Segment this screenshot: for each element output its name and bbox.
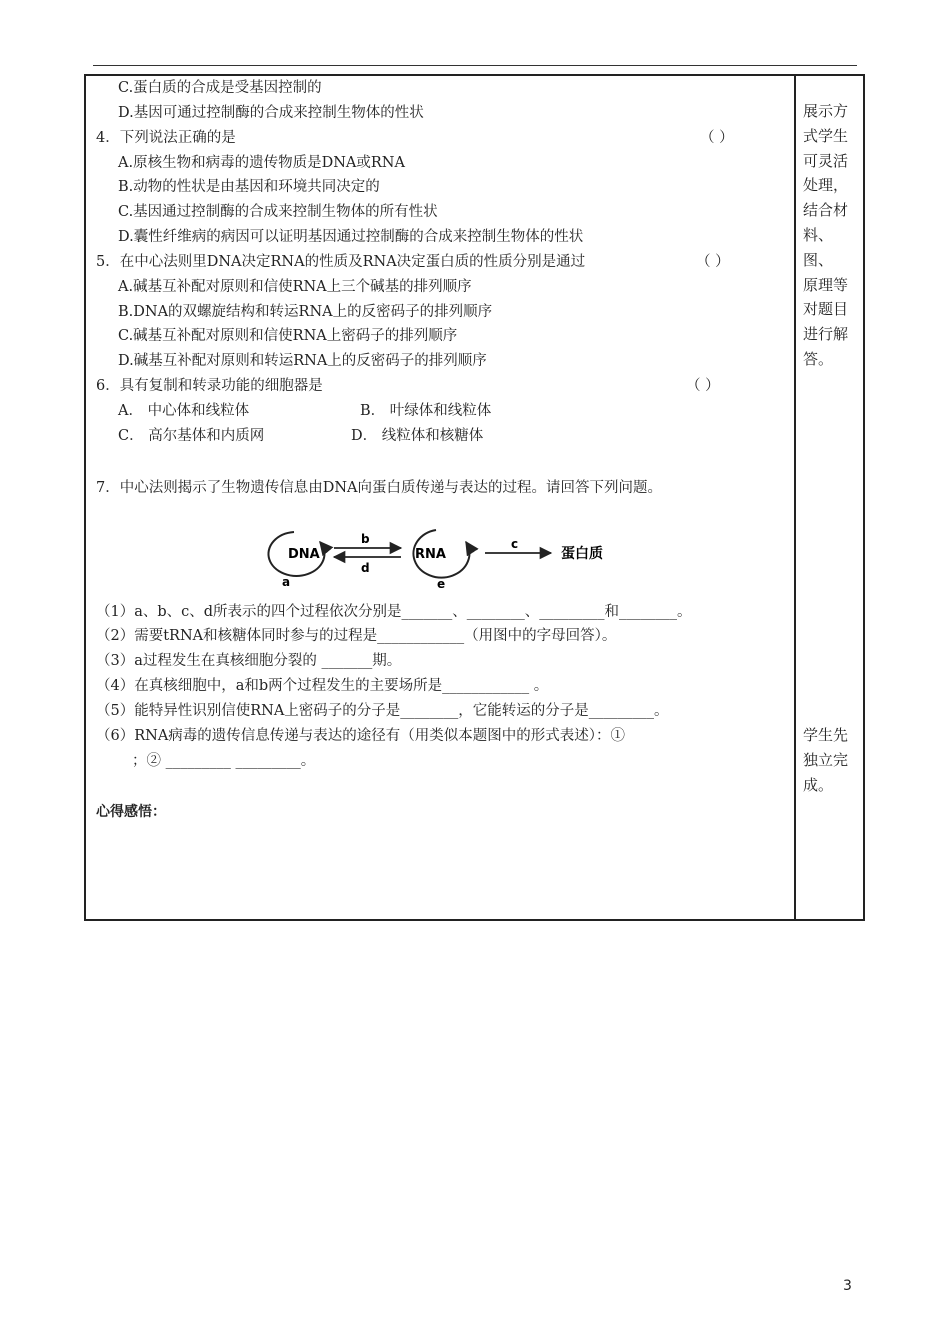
dna-label: DNA bbox=[288, 547, 320, 562]
q7-part-6a: （6）RNA病毒的遗传信息传递与表达的途径有（用类似本题图中的形式表述）：① bbox=[96, 728, 626, 744]
q6-answer-blank: （ ） bbox=[686, 378, 720, 394]
process-b-label: b bbox=[361, 532, 370, 546]
page-number: 3 bbox=[843, 1278, 852, 1294]
q4-option-b: B.动物的性状是由基因和环境共同决定的 bbox=[118, 179, 380, 195]
side-note-line: 进行解 bbox=[803, 325, 849, 344]
q4-option-a: A.原核生物和病毒的遗传物质是DNA或RNA bbox=[118, 155, 405, 171]
q5-option-c: C.碱基互补配对原则和信使RNA上密码子的排列顺序 bbox=[118, 328, 458, 344]
side-note-line: 展示方 bbox=[803, 102, 849, 120]
process-d-label: d bbox=[361, 561, 370, 575]
q6-option-b: B． 叶绿体和线粒体 bbox=[360, 403, 492, 419]
q4-option-d: D.囊性纤维病的病因可以证明基因通过控制酶的合成来控制生物体的性状 bbox=[118, 229, 584, 245]
q5-stem: 5．在中心法则里DNA决定RNA的性质及RNA决定蛋白质的性质分别是通过 bbox=[96, 254, 586, 270]
q4-answer-blank: （ ） bbox=[700, 130, 734, 146]
reflection-label: 心得感悟： bbox=[96, 804, 166, 820]
side-note-line: 处理， bbox=[803, 176, 849, 195]
side-note-line: 结合材 bbox=[803, 201, 849, 220]
side-note-line: 料、图、 bbox=[803, 225, 834, 269]
q6-stem: 6．具有复制和转录功能的细胞器是 bbox=[96, 378, 323, 394]
side-note-line: 成。 bbox=[803, 775, 834, 794]
side-note-independent bbox=[803, 723, 859, 797]
q4-stem: 4．下列说法正确的是 bbox=[96, 130, 236, 146]
side-note-presentation bbox=[803, 99, 859, 372]
q7-part-2: （2）需要tRNA和核糖体同时参与的过程是____________（用图中的字母回答）。 bbox=[96, 628, 617, 644]
central-dogma-diagram bbox=[258, 526, 638, 596]
side-note-line: 可灵活 bbox=[803, 151, 849, 170]
q6-option-c: C． 高尔基体和内质网 bbox=[118, 428, 265, 444]
process-c-label: c bbox=[511, 537, 519, 551]
rna-label: RNA bbox=[415, 547, 446, 562]
q7-part-1: （1）a、b、c、d所表示的四个过程依次分别是_______、________、_________和________。 bbox=[96, 604, 692, 620]
side-note-line: 学生先 bbox=[803, 726, 849, 744]
q7-part-4: （4）在真核细胞中，a和b两个过程发生的主要场所是____________ 。 bbox=[96, 678, 549, 694]
q5-option-d: D.碱基互补配对原则和转运RNA上的反密码子的排列顺序 bbox=[118, 353, 487, 369]
q5-answer-blank: （ ） bbox=[696, 254, 730, 270]
protein-label: 蛋白质 bbox=[561, 546, 603, 562]
q7-part-3: （3）a过程发生在真核细胞分裂的 _______期。 bbox=[96, 653, 402, 669]
side-note-line: 对题目 bbox=[803, 300, 849, 319]
q3-option-d: D.基因可通过控制酶的合成来控制生物体的性状 bbox=[118, 105, 424, 121]
q6-option-d: D． 线粒体和核糖体 bbox=[351, 428, 484, 444]
q5-option-b: B.DNA的双螺旋结构和转运RNA上的反密码子的排列顺序 bbox=[118, 304, 493, 320]
side-note-line: 原理等 bbox=[803, 275, 849, 294]
column-divider bbox=[794, 74, 796, 921]
side-note-line: 独立完 bbox=[803, 750, 849, 769]
q3-option-c: C.蛋白质的合成是受基因控制的 bbox=[118, 80, 322, 96]
side-note-line: 式学生 bbox=[803, 126, 849, 145]
process-a-label: a bbox=[282, 575, 291, 589]
q7-part-5: （5）能特异性识别信使RNA上密码子的分子是________，它能转运的分子是_________。 bbox=[96, 703, 669, 719]
q7-stem: 7．中心法则揭示了生物遗传信息由DNA向蛋白质传递与表达的过程。请回答下列问题。 bbox=[96, 480, 663, 496]
q5-option-a: A.碱基互补配对原则和信使RNA上三个碱基的排列顺序 bbox=[118, 279, 472, 295]
side-note-line: 答。 bbox=[803, 349, 834, 368]
q6-option-a: A． 中心体和线粒体 bbox=[118, 403, 250, 419]
header-rule bbox=[93, 65, 857, 66]
process-e-label: e bbox=[437, 577, 446, 591]
q7-part-6b: ；② _________ _________。 bbox=[132, 753, 316, 769]
q4-option-c: C.基因通过控制酶的合成来控制生物体的所有性状 bbox=[118, 204, 438, 220]
